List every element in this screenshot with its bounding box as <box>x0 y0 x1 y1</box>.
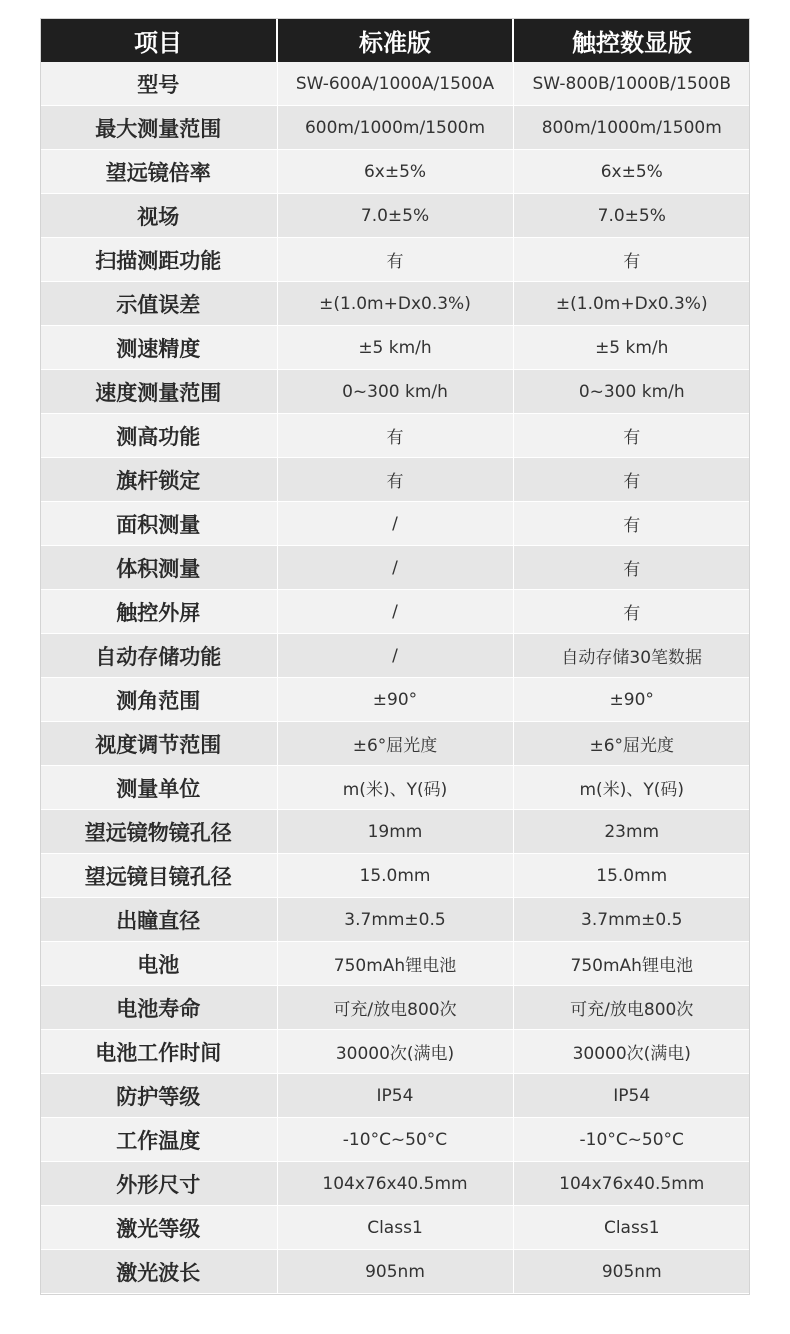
row-label: 视场 <box>40 194 277 238</box>
row-label: 旗杆锁定 <box>40 458 277 502</box>
row-label: 电池寿命 <box>40 986 277 1030</box>
row-label: 望远镜倍率 <box>40 150 277 194</box>
standard-value: ±6°屈光度 <box>277 722 513 766</box>
standard-value: 0~300 km/h <box>277 370 513 414</box>
standard-value: ±5 km/h <box>277 326 513 370</box>
standard-value: / <box>277 634 513 678</box>
standard-value: 30000次(满电) <box>277 1030 513 1074</box>
table-row <box>40 326 750 370</box>
table-row <box>40 678 750 722</box>
row-label: 出瞳直径 <box>40 898 277 942</box>
standard-value: 15.0mm <box>277 854 513 898</box>
row-label: 速度测量范围 <box>40 370 277 414</box>
table-row <box>40 194 750 238</box>
header-standard-version: 标准版 <box>277 18 513 62</box>
row-label: 测高功能 <box>40 414 277 458</box>
standard-value: ±(1.0m+Dx0.3%) <box>277 282 513 326</box>
row-label: 最大测量范围 <box>40 106 277 150</box>
standard-value: / <box>277 546 513 590</box>
touch-value: 905nm <box>513 1250 750 1294</box>
table-row <box>40 1030 750 1074</box>
table-body <box>40 62 750 1294</box>
touch-value: 有 <box>513 502 750 546</box>
spec-comparison-table <box>40 18 750 1294</box>
table-row <box>40 458 750 502</box>
standard-value: ±90° <box>277 678 513 722</box>
table-row <box>40 898 750 942</box>
touch-value: ±90° <box>513 678 750 722</box>
touch-value: 6x±5% <box>513 150 750 194</box>
table-row <box>40 1250 750 1294</box>
touch-value: ±5 km/h <box>513 326 750 370</box>
standard-value: 有 <box>277 414 513 458</box>
standard-value: 6x±5% <box>277 150 513 194</box>
header-touch-version: 触控数显版 <box>513 18 750 62</box>
table-row <box>40 502 750 546</box>
touch-value: 30000次(满电) <box>513 1030 750 1074</box>
touch-value: -10°C~50°C <box>513 1118 750 1162</box>
table-row <box>40 590 750 634</box>
touch-value: 0~300 km/h <box>513 370 750 414</box>
touch-value: 有 <box>513 414 750 458</box>
touch-value: 有 <box>513 458 750 502</box>
standard-value: IP54 <box>277 1074 513 1118</box>
standard-value: 有 <box>277 238 513 282</box>
touch-value: Class1 <box>513 1206 750 1250</box>
touch-value: m(米)、Y(码) <box>513 766 750 810</box>
touch-value: 800m/1000m/1500m <box>513 106 750 150</box>
table-row <box>40 722 750 766</box>
table-row <box>40 634 750 678</box>
table-row <box>40 150 750 194</box>
row-label: 望远镜物镜孔径 <box>40 810 277 854</box>
touch-value: 3.7mm±0.5 <box>513 898 750 942</box>
table-row <box>40 62 750 106</box>
row-label: 扫描测距功能 <box>40 238 277 282</box>
standard-value: 3.7mm±0.5 <box>277 898 513 942</box>
standard-value: 有 <box>277 458 513 502</box>
table-row <box>40 1206 750 1250</box>
table-row <box>40 854 750 898</box>
standard-value: 905nm <box>277 1250 513 1294</box>
row-label: 自动存储功能 <box>40 634 277 678</box>
row-label: 测角范围 <box>40 678 277 722</box>
row-label: 测量单位 <box>40 766 277 810</box>
touch-value: 有 <box>513 546 750 590</box>
touch-value: ±6°屈光度 <box>513 722 750 766</box>
touch-value: 7.0±5% <box>513 194 750 238</box>
standard-value: 600m/1000m/1500m <box>277 106 513 150</box>
standard-value: 可充/放电800次 <box>277 986 513 1030</box>
header-item: 项目 <box>40 18 277 62</box>
touch-value: SW-800B/1000B/1500B <box>513 62 750 106</box>
table-row <box>40 370 750 414</box>
row-label: 激光等级 <box>40 1206 277 1250</box>
header-row <box>40 18 750 62</box>
table-row <box>40 414 750 458</box>
table-row <box>40 986 750 1030</box>
row-label: 触控外屏 <box>40 590 277 634</box>
touch-value: 104x76x40.5mm <box>513 1162 750 1206</box>
row-label: 激光波长 <box>40 1250 277 1294</box>
table-header <box>40 18 750 62</box>
row-label: 电池工作时间 <box>40 1030 277 1074</box>
table-row <box>40 766 750 810</box>
table-row <box>40 546 750 590</box>
row-label: 工作温度 <box>40 1118 277 1162</box>
table-row <box>40 942 750 986</box>
table-row <box>40 106 750 150</box>
touch-value: 15.0mm <box>513 854 750 898</box>
row-label: 外形尺寸 <box>40 1162 277 1206</box>
touch-value: 750mAh锂电池 <box>513 942 750 986</box>
row-label: 型号 <box>40 62 277 106</box>
standard-value: / <box>277 502 513 546</box>
standard-value: -10°C~50°C <box>277 1118 513 1162</box>
standard-value: 7.0±5% <box>277 194 513 238</box>
table-row <box>40 238 750 282</box>
row-label: 测速精度 <box>40 326 277 370</box>
row-label: 望远镜目镜孔径 <box>40 854 277 898</box>
touch-value: 自动存储30笔数据 <box>513 634 750 678</box>
touch-value: IP54 <box>513 1074 750 1118</box>
row-label: 体积测量 <box>40 546 277 590</box>
row-label: 视度调节范围 <box>40 722 277 766</box>
table-row <box>40 1074 750 1118</box>
touch-value: 有 <box>513 238 750 282</box>
standard-value: 19mm <box>277 810 513 854</box>
row-label: 电池 <box>40 942 277 986</box>
table-row <box>40 1118 750 1162</box>
standard-value: / <box>277 590 513 634</box>
standard-value: Class1 <box>277 1206 513 1250</box>
standard-value: m(米)、Y(码) <box>277 766 513 810</box>
table-row <box>40 810 750 854</box>
touch-value: ±(1.0m+Dx0.3%) <box>513 282 750 326</box>
table-row <box>40 282 750 326</box>
row-label: 防护等级 <box>40 1074 277 1118</box>
standard-value: 750mAh锂电池 <box>277 942 513 986</box>
standard-value: SW-600A/1000A/1500A <box>277 62 513 106</box>
standard-value: 104x76x40.5mm <box>277 1162 513 1206</box>
touch-value: 有 <box>513 590 750 634</box>
touch-value: 23mm <box>513 810 750 854</box>
table-row <box>40 1162 750 1206</box>
row-label: 面积测量 <box>40 502 277 546</box>
touch-value: 可充/放电800次 <box>513 986 750 1030</box>
row-label: 示值误差 <box>40 282 277 326</box>
